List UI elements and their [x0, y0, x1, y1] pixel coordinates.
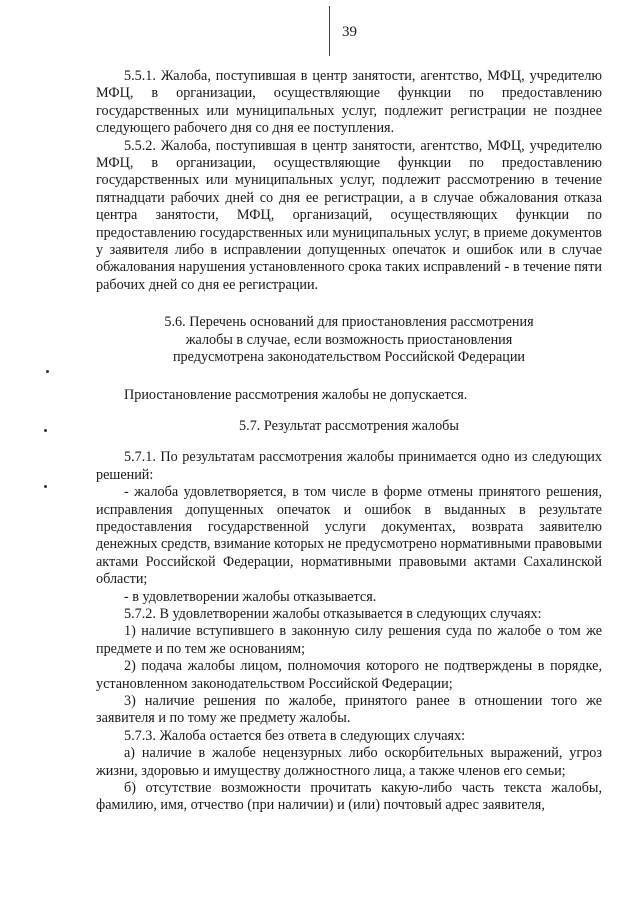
scan-mark: [44, 485, 47, 488]
list-item-3: 3) наличие решения по жалобе, принятого ранее в отношении того же заявителя и по тому же предмету жалобы.: [96, 693, 602, 727]
section-heading-5-6: 5.6. Перечень оснований для приостановления рассмотрения жалобы в случае, если возможность приостановления предусмотрена законодательством Российской Федерации: [164, 314, 534, 366]
document-body: [96, 68, 602, 815]
paragraph-5-7-3: 5.7.3. Жалоба остается без ответа в следующих случаях:: [124, 727, 466, 744]
list-item-b: б) отсутствие возможности прочитать какую-либо часть текста жалобы, фамилию, имя, отчество (при наличии) и (или) почтовый адрес заявителя,: [96, 780, 602, 814]
binding-line: [329, 6, 330, 56]
suspension-statement: Приостановление рассмотрения жалобы не допускается.: [124, 386, 468, 403]
list-item-2: 2) подача жалобы лицом, полномочия которого не подтверждены в порядке, установленном законодательством Российской Федерации;: [96, 658, 602, 692]
scan-mark: [46, 370, 49, 373]
list-item-a: а) наличие в жалобе нецензурных либо оскорбительных выражений, угроз жизни, здоровью и имуществу должностного лица, а также членов его семьи;: [96, 745, 602, 779]
paragraph-5-7-1: 5.7.1. По результатам рассмотрения жалобы принимается одно из следующих решений:: [96, 449, 602, 483]
paragraph-5-5-1: 5.5.1. Жалоба, поступившая в центр занятости, агентство, МФЦ, учредителю МФЦ, в организации, осуществляющие функции по предоставлению государственных или муниципальных услуг, подлежит регистрации не позднее следующего рабочего дня со дня ее поступления.: [96, 68, 602, 137]
list-item-refused: - в удовлетворении жалобы отказывается.: [124, 588, 377, 605]
list-item-1: 1) наличие вступившего в законную силу решения суда по жалобе о том же предмете и по тем же основаниям;: [96, 623, 602, 657]
paragraph-5-7-2: 5.7.2. В удовлетворении жалобы отказывается в следующих случаях:: [124, 605, 542, 622]
section-heading-5-7: 5.7. Результат рассмотрения жалобы: [239, 417, 459, 434]
list-item-satisfied: - жалоба удовлетворяется, в том числе в форме отмены принятого решения, исправления допущенных опечаток и ошибок в выданных в результате предоставления государственной услуги документах, возврата заявителю денежных средств, взимание которых не предусмотрено нормативными правовыми актами Российской Федерации, нормативными правовыми актами Сахалинской области;: [96, 484, 602, 588]
scan-mark: [44, 429, 47, 432]
page-number: 39: [342, 24, 357, 40]
paragraph-5-5-2: 5.5.2. Жалоба, поступившая в центр занятости, агентство, МФЦ, учредителю МФЦ, в организации, осуществляющие функции по предоставлению государственных или муниципальных услуг, подлежит рассмотрению в течение пятнадцати рабочих дней со дня ее регистрации, а в случае обжалования отказа центра занятости, МФЦ, организаций, осуществляющих функции по предоставлению государственных или муниципальных услуг, в приеме документов у заявителя либо в исправлении допущенных опечаток и ошибок или в случае обжалования нарушения установленного срока таких исправлений - в течение пяти рабочих дней со дня ее регистрации.: [96, 137, 602, 293]
